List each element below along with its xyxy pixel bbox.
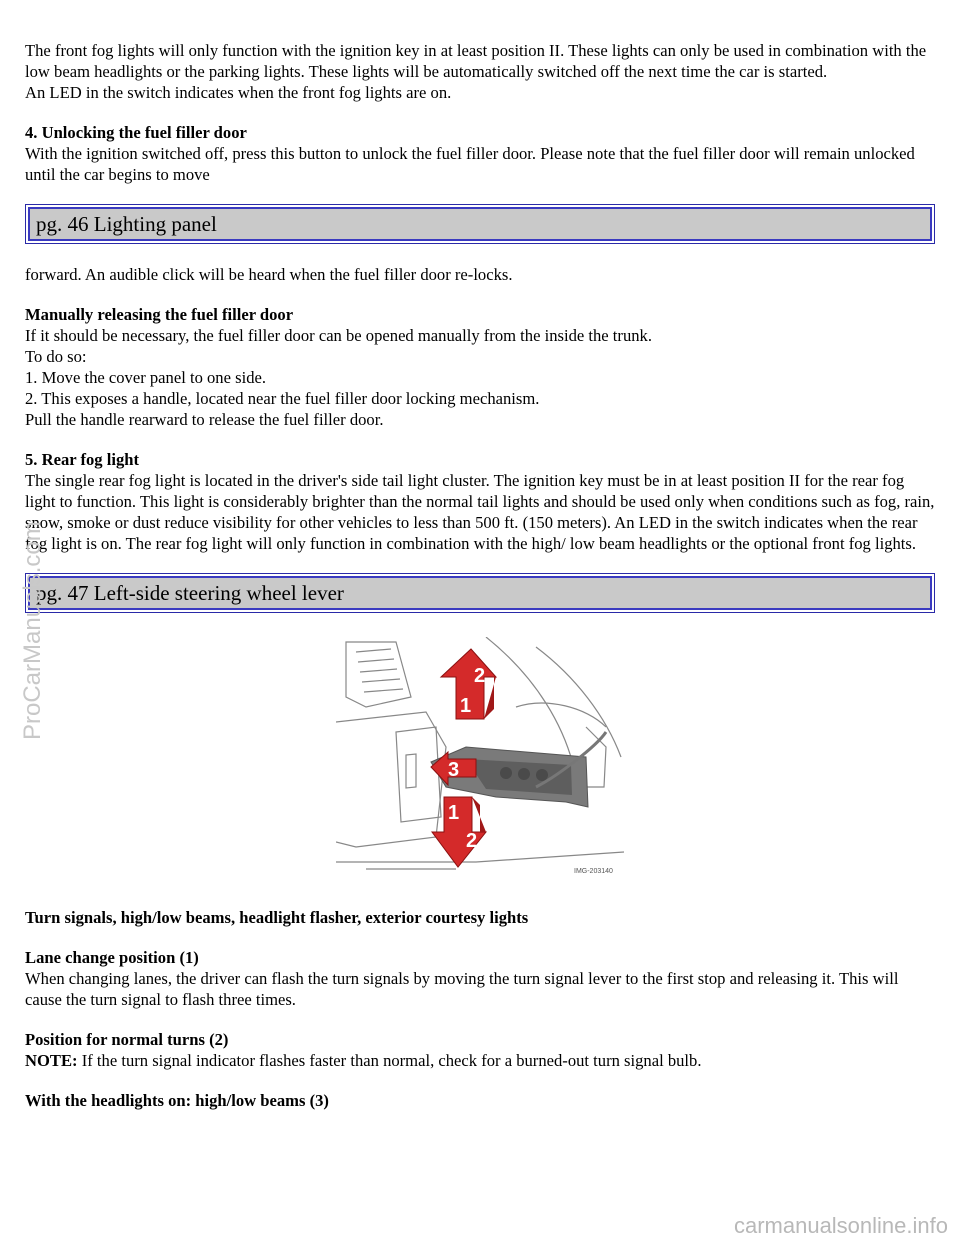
intro-text-2: An LED in the switch indicates when the front fog lights are on. xyxy=(25,83,452,102)
normal-turns-section xyxy=(25,1029,935,1071)
figure-label-up-1: 1 xyxy=(460,695,472,717)
section-header-pg46 xyxy=(25,204,935,244)
manual-release-line-5: Pull the handle rearward to release the fuel filler door. xyxy=(25,410,384,429)
rear-fog-heading: 5. Rear fog light xyxy=(25,450,139,469)
section-title-pg47: pg. 47 Left-side steering wheel lever xyxy=(28,576,932,610)
lane-change-section xyxy=(25,947,935,1010)
fuel-door-text: With the ignition switched off, press this button to unlock the fuel filler door. Please note that the fuel filler door will remain unlocked until the car begins to move xyxy=(25,144,915,184)
manual-release-step-1: 1. Move the cover panel to one side. xyxy=(25,368,266,387)
figure-label-forward-3: 3 xyxy=(448,759,460,781)
manual-release-section xyxy=(25,304,935,430)
normal-turns-note xyxy=(25,1050,935,1071)
figure-label-up-2: 2 xyxy=(474,665,486,687)
note-label: NOTE: xyxy=(25,1051,78,1070)
manual-release-step-2: 2. This exposes a handle, located near the fuel filler door locking mechanism. xyxy=(25,389,540,408)
turn-signals-heading: Turn signals, high/low beams, headlight flasher, exterior courtesy lights xyxy=(25,908,529,927)
intro-text-1: The front fog lights will only function with the ignition key in at least position II. These lights can only be used in combination with the low beam headlights or the parking lights. These lights will be automatically switched off the next time the car is started. xyxy=(25,41,927,81)
figure-code: IMG-203140 xyxy=(574,868,613,875)
normal-turns-heading: Position for normal turns (2) xyxy=(25,1030,229,1049)
manual-page xyxy=(25,40,935,1130)
manual-release-line-2: To do so: xyxy=(25,347,87,366)
note-text: If the turn signal indicator flashes faster than normal, check for a burned-out turn signal bulb. xyxy=(77,1051,702,1070)
rear-fog-text: The single rear fog light is located in the driver's side tail light cluster. The ignition key must be in at least position II for the rear fog light to function. This light is considerably brighter than the normal tail lights and should be used only when conditions such as fog, rain, snow, smoke or dust reduce visibility for other vehicles to less than 500 ft. (150 meters). An LED in the switch indicates when the rear fog light is on. The rear fog light will only function in combination with the high/ low beam headlights or the optional front fog lights. xyxy=(25,471,935,553)
watermark-procarmanuals: ProCarManuals.com xyxy=(19,521,46,740)
intro-paragraph xyxy=(25,40,935,103)
figure-label-down-1: 1 xyxy=(448,802,460,824)
rear-fog-section xyxy=(25,449,935,554)
fuel-door-heading: 4. Unlocking the fuel filler door xyxy=(25,123,247,142)
watermark-carmanualsonline: carmanualsonline.info xyxy=(733,1213,948,1238)
lane-change-text: When changing lanes, the driver can flash the turn signals by moving the turn signal lever to the first stop and releasing it. This will cause the turn signal to flash three times. xyxy=(25,969,899,1009)
steering-lever-illustration xyxy=(336,637,624,879)
manual-release-heading: Manually releasing the fuel filler door xyxy=(25,305,294,324)
section-title-pg46: pg. 46 Lighting panel xyxy=(28,207,932,241)
figure-label-down-2: 2 xyxy=(466,830,478,852)
manual-release-line-1: If it should be necessary, the fuel filler door can be opened manually from the inside the trunk. xyxy=(25,326,652,345)
section-header-pg47 xyxy=(25,573,935,613)
fuel-door-section xyxy=(25,122,935,185)
continued-text: forward. An audible click will be heard when the fuel filler door re-locks. xyxy=(25,265,513,284)
lane-change-heading: Lane change position (1) xyxy=(25,948,199,967)
high-low-heading: With the headlights on: high/low beams (3) xyxy=(25,1091,329,1110)
